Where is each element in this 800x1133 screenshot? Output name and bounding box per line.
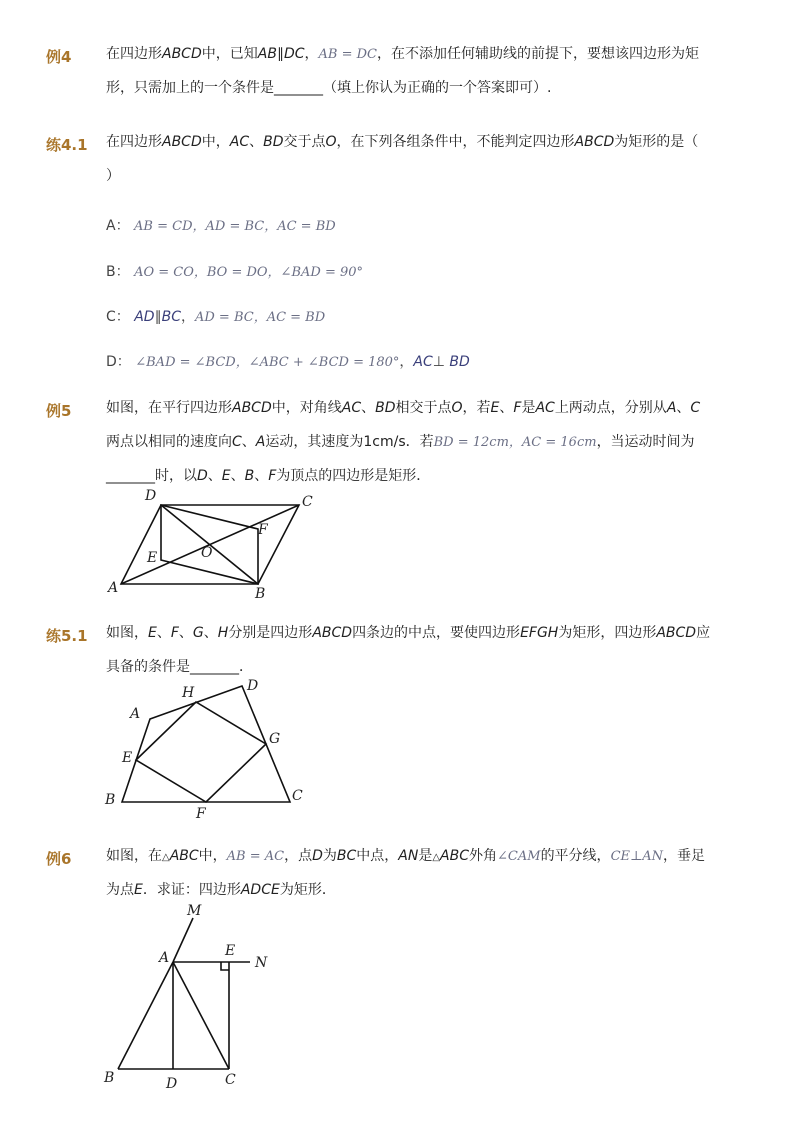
example-6-line-2: 为点E．求证：四边形ADCE为矩形． [106, 882, 336, 898]
fig6-label-a: A [159, 950, 170, 966]
example-5-label: 例5 [46, 402, 72, 420]
fig6-label-c: C [225, 1072, 236, 1088]
example-5-line-1: 如图，在平行四边形ABCD中，对角线AC、BD相交于点O，若E、F是AC上两动点，分别从A、C [106, 400, 701, 416]
fig51-label-f: F [196, 806, 206, 822]
practice-4-1-line-1: 在四边形ABCD中，AC、BD交于点O，在下列各组条件中，不能判定四边形ABCD为矩形的是（ [106, 134, 699, 150]
fig6-label-m: M [187, 903, 202, 919]
example-6-label: 例6 [46, 850, 72, 868]
example-4-label: 例4 [46, 48, 72, 66]
example-4-line-1: 在四边形ABCD中，已知AB∥DC，AB = DC，在不添加任何辅助线的前提下，要想该四边形为矩 [106, 46, 699, 62]
fig5-label-f: F [258, 522, 268, 538]
fig6-label-n: N [255, 955, 268, 971]
fig5-label-b: B [255, 586, 266, 602]
fig5-label-a: A [108, 580, 119, 596]
fig51-label-c: C [292, 788, 303, 804]
example-4-line-2: 形，只需加上的一个条件是_______（填上你认为正确的一个答案即可）. [106, 80, 552, 96]
fig51-label-e: E [122, 750, 133, 766]
option-d: D： ∠BAD = ∠BCD，∠ABC + ∠BCD = 180°，AC⊥ BD [106, 354, 470, 370]
example-5-line-2: 两点以相同的速度向C、A运动，其速度为1cm/s．若BD = 12cm，AC = 16cm，当运动时间为 [106, 434, 695, 450]
example-6-line-1: 如图，在△ABC中，AB = AC，点D为BC中点，AN是△ABC外角∠CAM的平分线，CE⊥AN，垂足 [106, 848, 705, 864]
right-angle-mark [221, 962, 229, 970]
practice-4-1-line-2: ） [106, 168, 120, 184]
practice-5-1-label: 练5.1 [46, 627, 88, 645]
fig6-label-d: D [166, 1076, 178, 1092]
fig5-label-d: D [145, 488, 157, 504]
option-c: C： AD∥BC，AD = BC，AC = BD [106, 309, 326, 325]
example-5-line-3: _______时，以D、E、B、F为顶点的四边形是矩形． [106, 468, 431, 484]
segment-ab [118, 962, 173, 1069]
segment-ac [173, 962, 229, 1069]
option-b: B： AO = CO，BO = DO，∠BAD = 90° [106, 264, 364, 280]
option-a: A： AB = CD，AD = BC，AC = BD [106, 218, 336, 234]
practice-5-1-line-2: 具备的条件是_______． [106, 659, 253, 675]
ray-am [173, 918, 193, 962]
fig5-label-c: C [302, 494, 313, 510]
practice-5-1-line-1: 如图，E、F、G、H分别是四边形ABCD四条边的中点，要使四边形EFGH为矩形，四边形ABCD应 [106, 625, 711, 641]
fig6-label-e: E [225, 943, 236, 959]
fig51-label-d: D [247, 678, 259, 694]
fig51-label-h: H [182, 685, 195, 701]
fig5-label-e: E [147, 550, 158, 566]
fig51-label-b: B [105, 792, 116, 808]
fig51-label-g: G [269, 731, 281, 747]
fig6-label-b: B [104, 1070, 115, 1086]
fig51-label-a: A [130, 706, 141, 722]
practice-4-1-label: 练4.1 [46, 136, 88, 154]
fig5-label-o: O [201, 545, 213, 561]
